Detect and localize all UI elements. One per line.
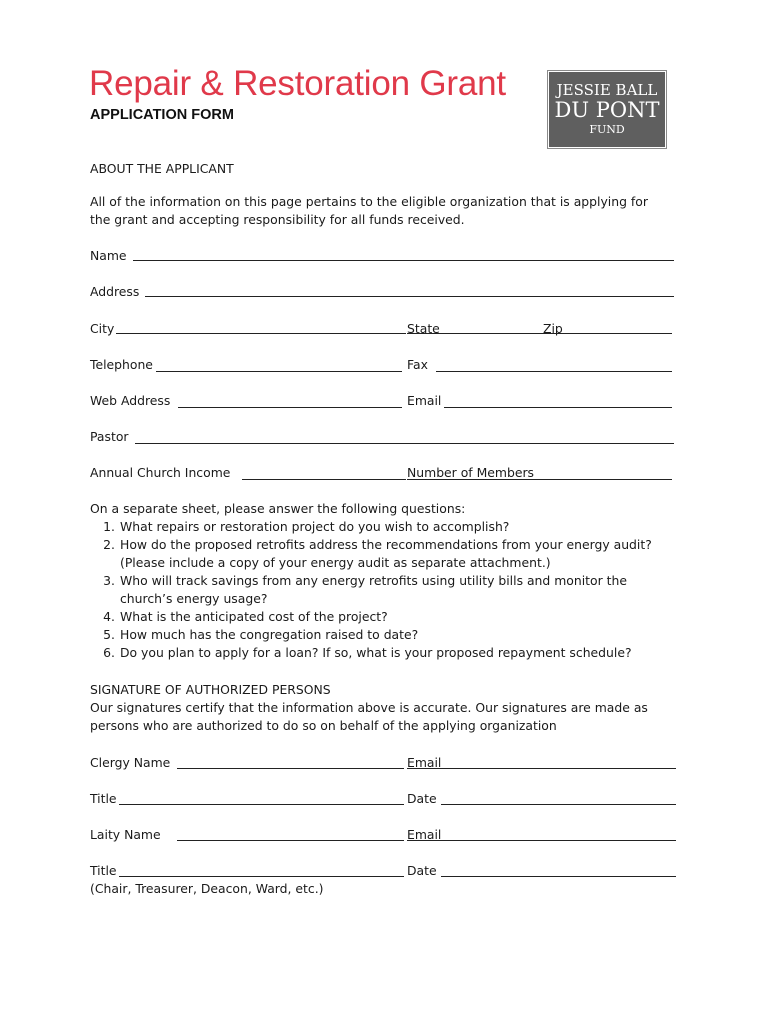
pastor-field[interactable]: [135, 443, 674, 444]
pastor-label: Pastor: [90, 429, 129, 444]
annual-income-field[interactable]: [242, 479, 406, 480]
laity-title-label: Title: [90, 863, 117, 878]
city-field[interactable]: [116, 333, 406, 334]
annual-income-label: Annual Church Income: [90, 465, 231, 480]
address-label: Address: [90, 284, 140, 299]
about-intro-line-2: the grant and accepting responsibility for all funds received.: [90, 212, 465, 227]
address-field[interactable]: [145, 296, 674, 297]
clergy-name-label: Clergy Name: [90, 755, 171, 770]
laity-title-field[interactable]: [119, 876, 404, 877]
signature-text-line-2: persons who are authorized to do so on behalf of the applying organization: [90, 718, 557, 733]
logo-line-1: JESSIE BALL: [556, 81, 658, 99]
signature-heading: SIGNATURE OF AUTHORIZED PERSONS: [90, 682, 331, 697]
clergy-email-label: Email: [407, 755, 442, 770]
email-field[interactable]: [444, 407, 672, 408]
question-text: What is the anticipated cost of the project?: [120, 609, 388, 624]
zip-field[interactable]: [543, 333, 672, 334]
web-address-field[interactable]: [178, 407, 402, 408]
question-number: 6.: [103, 645, 115, 660]
email-label: Email: [407, 393, 442, 408]
signature-text-line-1: Our signatures certify that the information above is accurate. Our signatures are made as: [90, 700, 648, 715]
question-text: church’s energy usage?: [120, 591, 268, 606]
zip-label: Zip: [543, 321, 563, 336]
name-field[interactable]: [133, 260, 674, 261]
laity-date-field[interactable]: [441, 876, 676, 877]
members-label: Number of Members: [407, 465, 535, 480]
question-number: 2.: [103, 537, 115, 552]
clergy-title-field[interactable]: [119, 804, 404, 805]
telephone-label: Telephone: [90, 357, 153, 372]
question-number: 4.: [103, 609, 115, 624]
laity-date-label: Date: [407, 863, 437, 878]
question-number: 5.: [103, 627, 115, 642]
about-intro-line-1: All of the information on this page pertains to the eligible organization that is applying for: [90, 194, 648, 209]
about-heading: ABOUT THE APPLICANT: [90, 161, 234, 176]
laity-email-field[interactable]: [407, 840, 676, 841]
fund-logo: [549, 72, 665, 147]
clergy-date-label: Date: [407, 791, 437, 806]
fax-label: Fax: [407, 357, 428, 372]
title-note: (Chair, Treasurer, Deacon, Ward, etc.): [90, 881, 324, 896]
questions-list: [93, 518, 693, 668]
name-label: Name: [90, 248, 127, 263]
logo-line-3: FUND: [589, 123, 625, 136]
clergy-name-field[interactable]: [177, 768, 404, 769]
question-text: (Please include a copy of your energy audit as separate attachment.): [120, 555, 551, 570]
questions-intro: On a separate sheet, please answer the following questions:: [90, 501, 466, 516]
clergy-date-field[interactable]: [441, 804, 676, 805]
question-text: Do you plan to apply for a loan? If so, what is your proposed repayment schedule?: [120, 645, 632, 660]
members-field[interactable]: [407, 479, 672, 480]
form-title: Repair & Restoration Grant: [89, 64, 506, 103]
question-number: 1.: [103, 519, 115, 534]
logo-line-2: DU PONT: [554, 98, 660, 122]
form-subtitle: APPLICATION FORM: [90, 107, 234, 123]
city-label: City: [90, 321, 115, 336]
question-text: What repairs or restoration project do you wish to accomplish?: [120, 519, 510, 534]
laity-name-field[interactable]: [177, 840, 404, 841]
clergy-title-label: Title: [90, 791, 117, 806]
telephone-field[interactable]: [156, 371, 402, 372]
question-text: How do the proposed retrofits address the recommendations from your energy audit?: [120, 537, 652, 552]
question-text: How much has the congregation raised to date?: [120, 627, 419, 642]
question-text: Who will track savings from any energy retrofits using utility bills and monitor the: [120, 573, 627, 588]
clergy-email-field[interactable]: [407, 768, 676, 769]
web-address-label: Web Address: [90, 393, 171, 408]
fax-field[interactable]: [436, 371, 672, 372]
laity-email-label: Email: [407, 827, 442, 842]
state-field[interactable]: [407, 333, 543, 334]
laity-name-label: Laity Name: [90, 827, 161, 842]
state-label: State: [407, 321, 440, 336]
question-number: 3.: [103, 573, 115, 588]
